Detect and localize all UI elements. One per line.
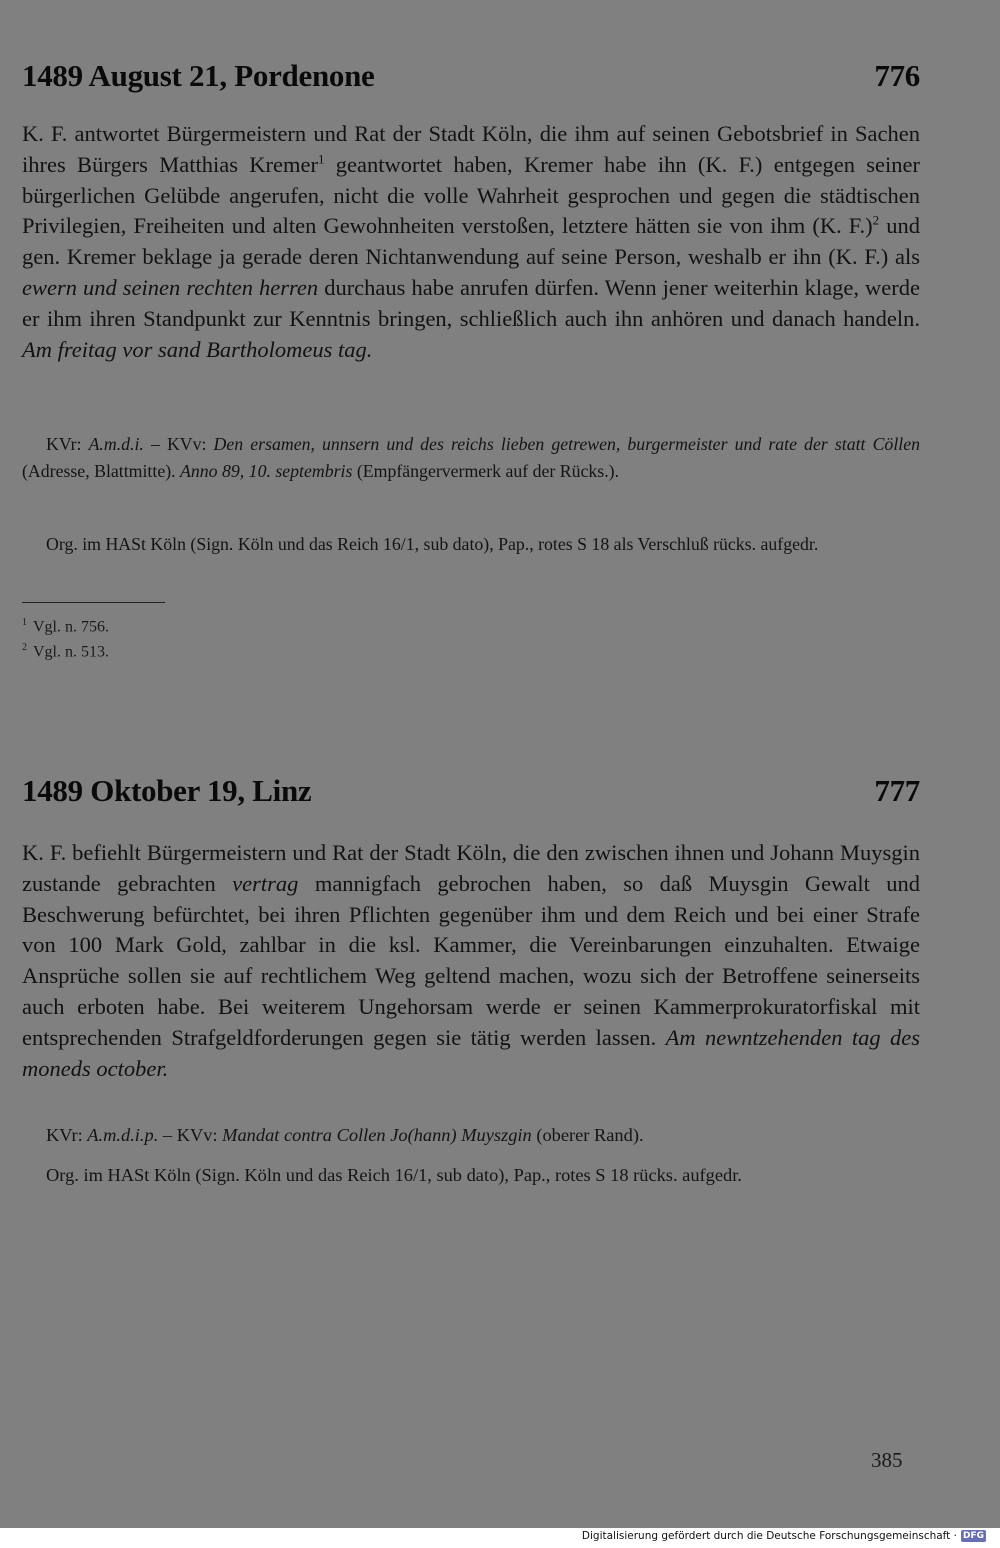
regest-text: geantwortet haben, Kremer habe ihn (K. F.) entgegen seiner bürgerlichen Gelübde angerufen, nicht die volle Wahrheit gesprochen und gegen die städtischen Privilegien, Freiheiten und alten Gewohnheiten verstoßen, letztere hätten sie von ihm (K. F.): [22, 151, 920, 239]
page-number: 385: [871, 1448, 903, 1472]
footnote-1: [22, 612, 109, 637]
kv-text: (Empfängervermerk auf der Rücks.).: [352, 461, 620, 481]
entry-777-date-place: 1489 Oktober 19, Linz: [22, 773, 312, 808]
footnote-text: Vgl. n. 756.: [33, 618, 109, 636]
kv-label: KVr:: [46, 434, 89, 454]
entry-776-heading: [22, 58, 920, 94]
footnote-mark: 2: [22, 642, 27, 654]
kv-text: (oberer Rand).: [531, 1125, 644, 1145]
footnote-ref: 1: [317, 151, 325, 167]
regest-dating: Am freitag vor sand Bartholomeus tag.: [22, 336, 373, 362]
footnote-2: [22, 637, 109, 662]
dfg-logo: DFG: [962, 1531, 984, 1541]
kv-label: KVr:: [46, 1125, 88, 1145]
footnote-text: Vgl. n. 513.: [33, 643, 109, 661]
regest-text: und gen. Kremer beklage ja gerade deren Nichtanwendung auf seine Person, weshalb er ihn (K. F.) als: [22, 213, 920, 270]
footnote-mark: 1: [22, 617, 27, 628]
kv-text: (Adresse, Blattmitte).: [22, 461, 181, 481]
kv-label: – KVv:: [143, 434, 214, 454]
regest-dating: Am newntzehenden tag des moneds october.: [22, 1024, 920, 1081]
entry-776-kanzleivermerke: [22, 431, 920, 485]
entry-776-number: 776: [874, 58, 920, 93]
kv-text: Anno 89, 10. septembris: [180, 461, 353, 481]
regest-text: durchaus habe anrufen dürfen. Wenn jener weiterhin klage, werde er ihm ihren Standpunkt zur Kenntnis bringen, schließlich auch ihn anhören und danach handeln.: [22, 274, 921, 331]
kv-text: Den ersamen, unnsern und des reichs lieben getrewen, burgermeister und rate der statt Cöllen: [213, 434, 920, 454]
entry-776-footnotes: [22, 612, 109, 663]
kv-text: A.m.d.i.p.: [87, 1125, 159, 1145]
kv-label: – KVv:: [158, 1125, 223, 1145]
entry-777-kanzleivermerke: [22, 1122, 920, 1149]
regest-quote: vertrag: [232, 870, 299, 896]
funding-credit: [582, 1530, 986, 1542]
regest-quote: ewern und seinen rechten herren: [22, 274, 319, 300]
entry-777-original-note: Org. im HASt Köln (Sign. Köln und das Reich 16/1, sub dato), Pap., rotes S 18 rücks. aufgedr.: [46, 1165, 742, 1185]
footnote-rule: [22, 602, 165, 603]
entry-776-original-note: Org. im HASt Köln (Sign. Köln und das Reich 16/1, sub dato), Pap., rotes S 18 als Verschluß rücks. aufgedr.: [46, 534, 819, 554]
entry-777-regest: [22, 838, 920, 1084]
regest-text: K. F. befiehlt Bürgermeistern und Rat der Stadt Köln, die den zwischen ihnen und Johann Muysgin zustande gebrachten: [22, 840, 920, 896]
kv-text: A.m.d.i.: [88, 434, 144, 454]
entry-776-regest: [22, 119, 920, 365]
entry-777-number: 777: [874, 773, 920, 808]
entry-777-heading: [22, 773, 920, 809]
credit-text: Digitalisierung gefördert durch die Deutsche Forschungsgemeinschaft ·: [581, 1530, 957, 1542]
regest-text: K. F. antwortet Bürgermeistern und Rat der Stadt Köln, die ihm auf seinen Gebotsbrief in Sachen ihres Bürgers Matthias Kremer: [22, 121, 920, 177]
regest-text: mannigfach gebrochen haben, so daß Muysgin Gewalt und Beschwerung befürchtet, bei ihren Pflichten gegenüber ihm und dem Reich und bei einer Strafe von 100 Mark Gold, zahlbar in die ksl. Kammer, die Vereinbarungen einzuhalten. Etwaige Ansprüche sollen sie auf rechtlichem Weg geltend machen, wozu sich der Betroffene seinerseits auch erboten habe. Bei weiterem Ungehorsam werde er seinen Kammerprokuratorfiskal mit entsprechenden Strafgeldforderungen gegen sie tätig werden lassen.: [22, 870, 920, 1050]
entry-776-date-place: 1489 August 21, Pordenone: [22, 58, 375, 93]
footnote-ref: 2: [872, 212, 880, 228]
kv-text: Mandat contra Collen Jo(hann) Muyszgin: [222, 1125, 532, 1145]
